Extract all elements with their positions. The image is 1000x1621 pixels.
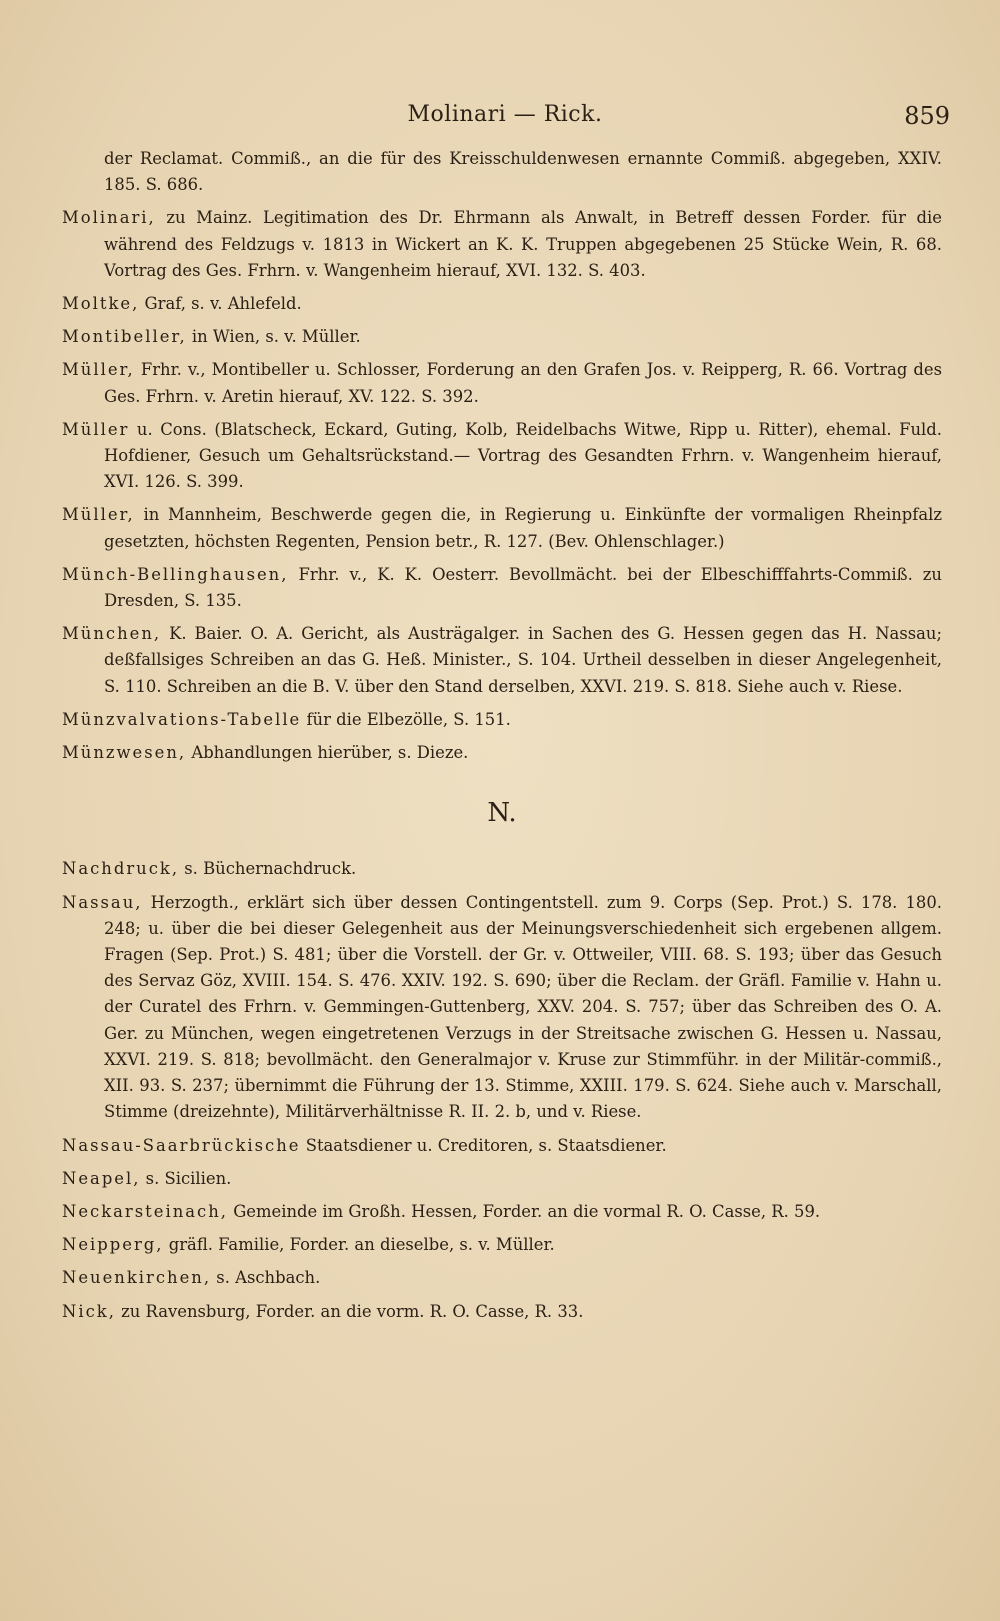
entry-headword: Neapel, — [62, 1168, 141, 1188]
entry-headword: Montibeller, — [62, 327, 187, 347]
index-entry — [62, 417, 942, 496]
entry-headword: Neckarsteinach, — [62, 1201, 228, 1221]
index-entry — [62, 707, 942, 733]
entry-text: zu Mainz. Legitimation des Dr. Ehrmann als Anwalt, in Betreff dessen Forder. für die während des Feldzugs v. 1813 in Wickert an K. K. Truppen abgegebenen 25 Stücke Wein, R. 68. Vortrag des Ges. Frhrn. v. Wangenheim hierauf, XVI. 132. S. 403. — [104, 208, 942, 280]
index-entries — [62, 146, 942, 1332]
index-entry — [62, 1232, 942, 1258]
entry-headword: Nassau-Saarbrückische — [62, 1135, 301, 1155]
index-entry — [62, 502, 942, 554]
entry-headword: Moltke, — [62, 294, 140, 314]
page-number: 859 — [904, 102, 950, 130]
entry-headword: Müller — [62, 419, 130, 439]
index-entry — [62, 1265, 942, 1291]
entry-headword: Neuenkirchen, — [62, 1268, 212, 1288]
entry-text: Frhr. v., K. K. Oesterr. Bevollmächt. bei der Elbeschifffahrts-Commiß. zu Dresden, S. 135. — [104, 564, 942, 611]
entry-headword: Nassau, — [62, 892, 143, 912]
index-entry — [62, 890, 942, 1126]
entry-headword: Nick, — [62, 1301, 116, 1321]
entry-headword: Münch-Bellinghausen, — [62, 564, 289, 584]
entry-text: s. Sicilien. — [140, 1168, 232, 1188]
index-entry — [62, 146, 942, 198]
entry-text: der Reclamat. Commiß., an die für des Kreisschuldenwesen ernannte Commiß. abgegeben, XXIV. 185. S. 686. — [104, 149, 942, 195]
index-entry — [62, 205, 942, 284]
entry-text: gräfl. Familie, Forder. an dieselbe, s. v. Müller. — [163, 1235, 555, 1255]
entry-headword: Münzwesen, — [62, 743, 187, 763]
index-entry — [62, 1133, 942, 1159]
index-entry — [62, 740, 942, 766]
page-header — [60, 96, 950, 136]
entry-text: Abhandlungen hierüber, s. Dieze. — [186, 743, 469, 763]
section-letter: N. — [487, 798, 517, 829]
entry-headword: Müller, — [62, 360, 135, 380]
index-entry — [62, 291, 942, 317]
entry-text: in Wien, s. v. Müller. — [186, 327, 361, 347]
entry-headword: Nachdruck, — [62, 859, 180, 879]
index-entry — [62, 856, 942, 882]
index-entry — [62, 1166, 942, 1192]
entry-text: Staatsdiener u. Creditoren, s. Staatsdiener. — [300, 1135, 667, 1155]
index-entry — [62, 324, 942, 350]
entry-text: Graf, s. v. Ahlefeld. — [139, 294, 302, 314]
entry-headword: Neipperg, — [62, 1235, 164, 1255]
entry-text: K. Baier. O. A. Gericht, als Austrägalger. in Sachen des G. Hessen gegen das H. Nassau; deßfallsiges Schreiben an das G. Heß. Minister., S. 104. Urtheil desselben in dieser Angelegenheit, S. 110. Schreiben an die B. V. über den Stand derselben, XXVI. 219. S. 818. Siehe auch v. Riese. — [104, 624, 942, 696]
entry-text: in Mannheim, Beschwerde gegen die, in Regierung u. Einkünfte der vormaligen Rheinpfalz gesetzten, höchsten Regenten, Pension betr., R. 127. (Bev. Ohlenschlager.) — [104, 505, 942, 551]
running-head: Molinari — Rick. — [407, 102, 603, 127]
entry-text: s. Büchernachdruck. — [179, 859, 357, 879]
index-entry — [62, 562, 942, 614]
index-entry — [62, 357, 942, 409]
entry-text: Herzogth., erklärt sich über dessen Contingentstell. zum 9. Corps (Sep. Prot.) S. 178. 180. 248; u. über die bei dieser Gelegenheit aus der Meinungsverschiedenheit sich ergebenen allgem. Fragen (Sep. Prot.) S. 481; über die Vorstell. der Gr. v. Ottweiler, VIII. 68. S. 193; über das Gesuch des Servaz Göz, XVIII. 154. S. 476. XXIV. 192. S. 690; über die Reclam. der Gräfl. Familie v. Hahn u. der Curatel des Frhrn. v. Gemmingen-Guttenberg, XXV. 204. S. 757; über das Schreiben des O. A. Ger. zu München, wegen eingetretenen Verzugs in der Streitsache zwischen G. Hessen u. Nassau, XXVI. 219. S. 818; bevollmächt. den Generalmajor v. Kruse zur Stimmführ. in der Militär-commiß., XII. 93. S. 237; übernimmt die Führung der 13. Stimme, XXIII. 179. S. 624. Siehe auch v. Marschall, Stimme (dreizehnte), Militärverhältnisse R. II. 2. b, und v. Riese. — [104, 892, 942, 1122]
index-entry — [62, 1299, 942, 1325]
entry-text: für die Elbezölle, S. 151. — [301, 709, 511, 729]
index-entry — [62, 621, 942, 700]
entry-headword: München, — [62, 624, 162, 644]
entry-headword: Molinari, — [62, 208, 156, 228]
entry-text: zu Ravensburg, Forder. an die vorm. R. O. Casse, R. 33. — [115, 1301, 584, 1321]
entry-headword: Münzvalvations-Tabelle — [62, 709, 302, 729]
entry-text: u. Cons. (Blatscheck, Eckard, Guting, Kolb, Reidelbachs Witwe, Ripp u. Ritter), ehemal. Fuld. Hofdiener, Gesuch um Gehaltsrückstand.— Vortrag des Gesandten Frhrn. v. Wangenheim hierauf, XVI. 126. S. 399. — [104, 419, 942, 492]
entry-headword: Müller, — [62, 505, 135, 525]
entry-text: Gemeinde im Großh. Hessen, Forder. an die vormal R. O. Casse, R. 59. — [227, 1201, 821, 1221]
entry-text: Frhr. v., Montibeller u. Schlosser, Forderung an den Grafen Jos. v. Reipperg, R. 66. Vortrag des Ges. Frhrn. v. Aretin hierauf, XV. 122. S. 392. — [104, 360, 942, 406]
index-entry — [62, 1199, 942, 1225]
entry-text: s. Aschbach. — [211, 1268, 321, 1288]
